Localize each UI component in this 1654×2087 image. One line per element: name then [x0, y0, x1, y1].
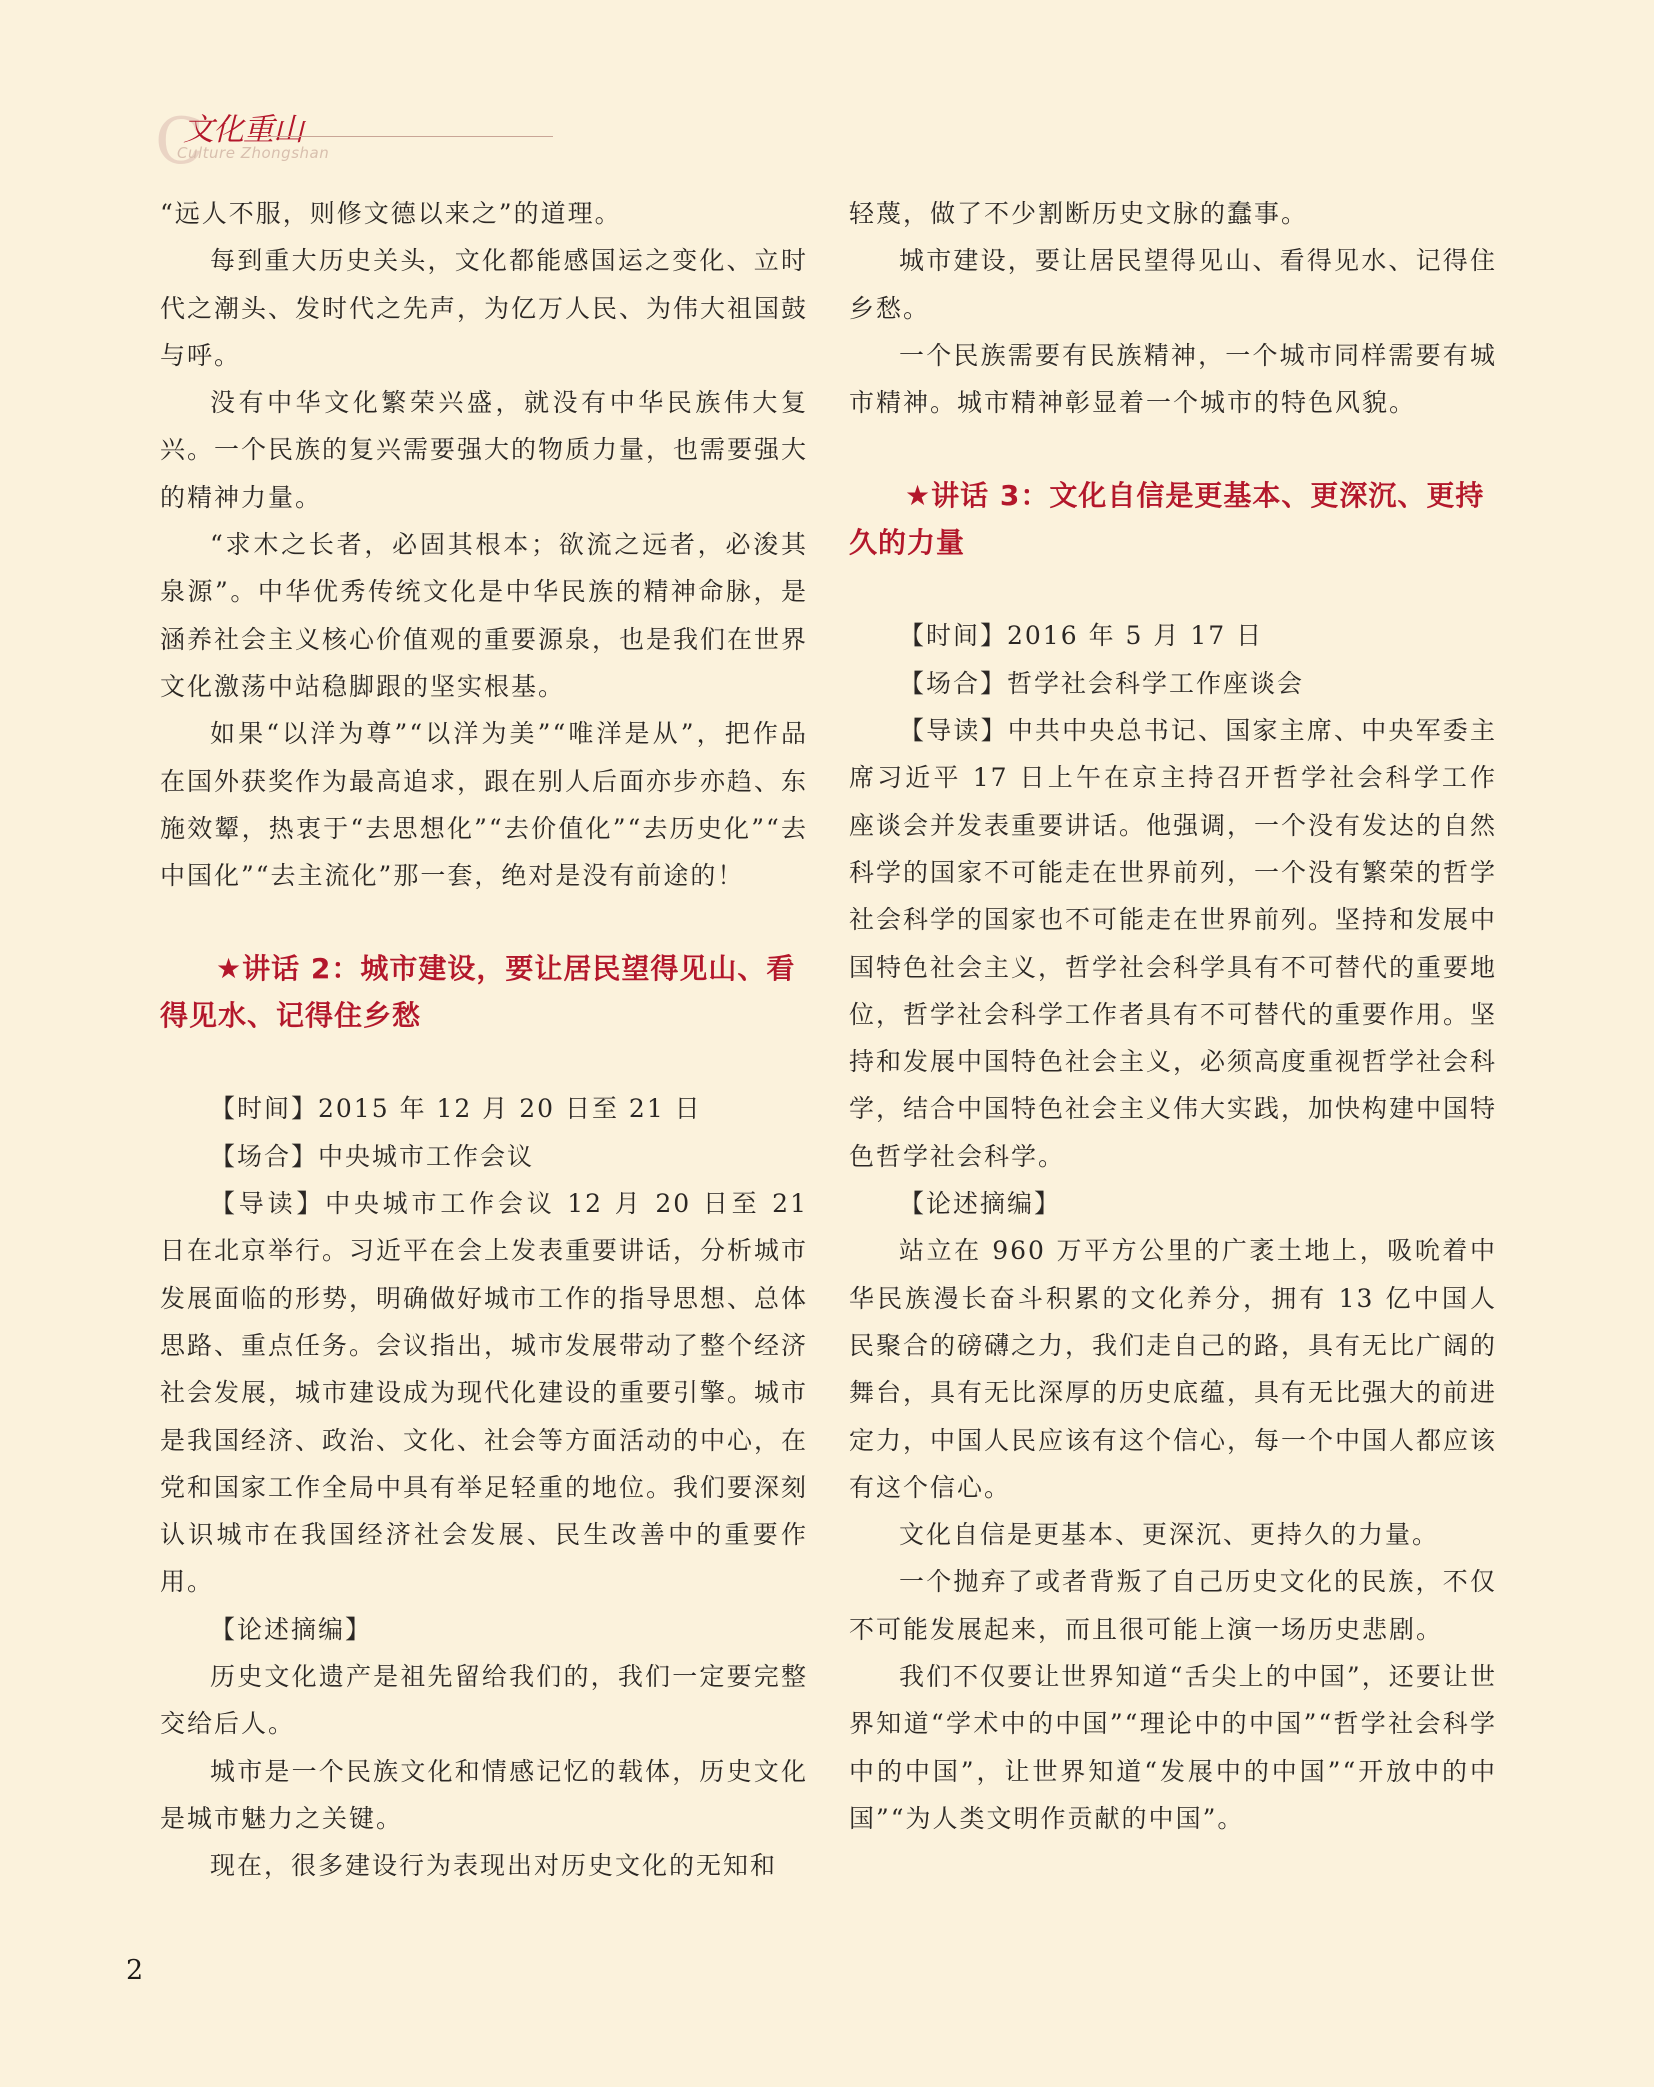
logo-title: 文化重山 [183, 112, 303, 148]
paragraph: 城市建设，要让居民望得见山、看得见水、记得住乡愁。 [849, 246, 1497, 323]
paragraph: 【论述摘编】 [210, 1614, 373, 1644]
paragraph: 【场合】哲学社会科学工作座谈会 [899, 668, 1305, 698]
paragraph: 文化自信是更基本、更深沉、更持久的力量。 [899, 1520, 1440, 1550]
paragraph: 【场合】中央城市工作会议 [210, 1141, 535, 1171]
paragraph: 现在，很多建设行为表现出对历史文化的无知和 [210, 1851, 778, 1881]
paragraph: 历史文化遗产是祖先留给我们的，我们一定要完整交给后人。 [160, 1662, 808, 1739]
paragraph: 一个抛弃了或者背叛了自己历史文化的民族，不仅不可能发展起来，而且很可能上演一场历史悲剧。 [849, 1567, 1497, 1644]
logo-subtitle: Culture Zhongshan [177, 144, 330, 162]
paragraph: 我们不仅要让世界知道“舌尖上的中国”，还要让世界知道“学术中的中国”“理论中的中国”“哲学社会科学中的中国”，让世界知道“发展中的中国”“开放中的中国”“为人类文明作贡献的中国”。 [849, 1662, 1497, 1833]
paragraph: 【导读】中共中央总书记、国家主席、中央军委主席习近平 17 日上午在京主持召开哲学社会科学工作座谈会并发表重要讲话。他强调，一个没有发达的自然科学的国家不可能走在世界前列，一个没有繁荣的哲学社会科学的国家也不可能走在世界前列。坚持和发展中国特色社会主义，哲学社会科学具有不可替代的重要地位，哲学社会科学工作者具有不可替代的重要作用。坚持和发展中国特色社会主义，必须高度重视哲学社会科学，结合中国特色社会主义伟大实践，加快构建中国特色哲学社会科学。 [849, 716, 1498, 1171]
right-column [849, 190, 1497, 1842]
magazine-logo [155, 96, 405, 179]
paragraph: 每到重大历史关头，文化都能感国运之变化、立时代之潮头、发时代之先声，为亿万人民、为伟大祖国鼓与呼。 [160, 246, 809, 370]
paragraph: 没有中华文化繁荣兴盛，就没有中华民族伟大复兴。一个民族的复兴需要强大的物质力量，也需要强大的精神力量。 [160, 388, 809, 512]
paragraph: 站立在 960 万平方公里的广袤土地上，吸吮着中华民族漫长奋斗积累的文化养分，拥有 13 亿中国人民聚合的磅礴之力，我们走自己的路，具有无比广阔的舞台，具有无比深厚的历史底蕴，具有无比强大的前进定力，中国人民应该有这个信心，每一个中国人都应该有这个信心。 [849, 1236, 1498, 1502]
header-rule [267, 136, 553, 137]
paragraph: 城市是一个民族文化和情感记忆的载体，历史文化是城市魅力之关键。 [160, 1756, 808, 1833]
paragraph: “远人不服，则修文德以来之”的道理。 [160, 199, 622, 228]
paragraph: 【时间】2015 年 12 月 20 日至 21 日 [210, 1094, 702, 1124]
paragraph: 轻蔑，做了不少割断历史文脉的蠢事。 [849, 199, 1309, 228]
logo-initial: C [155, 105, 204, 179]
paragraph: 【时间】2016 年 5 月 17 日 [899, 621, 1264, 651]
paragraph: 如果“以洋为尊”“以洋为美”“唯洋是从”，把作品在国外获奖作为最高追求，跟在别人后面亦步亦趋、东施效颦，热衷于“去思想化”“去价值化”“去历史化”“去中国化”“去主流化”那一套，绝对是没有前途的！ [160, 719, 809, 891]
page-number: 2 [126, 1955, 144, 1986]
paragraph: 【论述摘编】 [899, 1189, 1062, 1219]
paragraph: “求木之长者，必固其根本；欲流之远者，必浚其泉源”。中华优秀传统文化是中华民族的精神命脉，是涵养社会主义核心价值观的重要源泉，也是我们在世界文化激荡中站稳脚跟的坚实根基。 [160, 530, 809, 701]
paragraph: 【导读】中央城市工作会议 12 月 20 日至 21 日在北京举行。习近平在会上发表重要讲话，分析城市发展面临的形势，明确做好城市工作的指导思想、总体思路、重点任务。会议指出，城市发展带动了整个经济社会发展，城市建设成为现代化建设的重要引擎。城市是我国经济、政治、文化、社会等方面活动的中心，在党和国家工作全局中具有举足轻重的地位。我们要深刻认识城市在我国经济社会发展、民生改善中的重要作用。 [160, 1189, 809, 1597]
paragraph: 一个民族需要有民族精神，一个城市同样需要有城市精神。城市精神彰显着一个城市的特色风貌。 [849, 340, 1497, 418]
section-heading: ★讲话 3：文化自信是更基本、更深沉、更持久的力量 [849, 479, 1485, 560]
section-heading: ★讲话 2：城市建设，要让居民望得见山、看得见水、记得住乡愁 [160, 952, 796, 1033]
left-column [160, 190, 808, 1890]
